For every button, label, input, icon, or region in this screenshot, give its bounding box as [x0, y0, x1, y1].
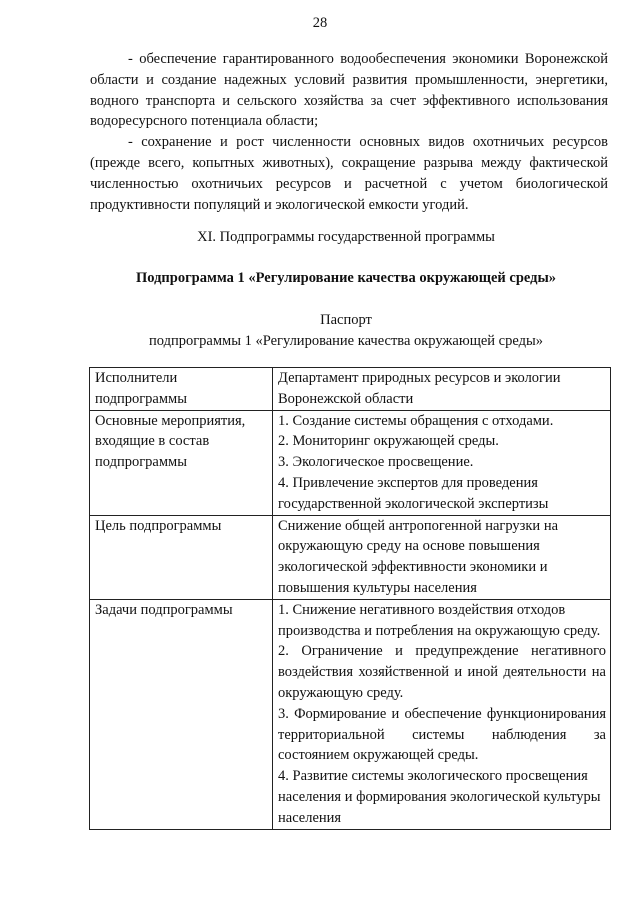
table-row — [90, 599, 611, 829]
value-item: Снижение общей антропогенной нагрузки на окружающую среду на основе повышения экологической эффективности экономики и повышения культуры населения — [278, 517, 559, 596]
row-value — [273, 515, 611, 599]
paragraph-water-supply: - обеспечение гарантированного водообеспечения экономики Воронежской области и создание надежных условий развития промышленности, энергетики, водного транспорта и сельского хозяйства за счет эффективного использования водоресурсного потенциала области; — [90, 51, 608, 130]
row-value — [273, 599, 611, 829]
table-row — [90, 410, 611, 515]
passport-title: Паспорт — [320, 312, 372, 328]
page-number: 28 — [312, 15, 328, 31]
value-item: 2. Ограничение и предупреждение негативного воздействия хозяйственной и иной деятельности на окружающую среду. — [278, 643, 606, 701]
subprogram-title: Подпрограмма 1 «Регулирование качества окружающей среды» — [135, 270, 557, 286]
value-item: 4. Развитие системы экологического просвещения населения и формирования экологической культуры населения — [278, 768, 601, 826]
value-item: Департамент природных ресурсов и экологии Воронежской области — [278, 370, 561, 407]
row-value — [273, 368, 611, 411]
row-label: Основные мероприятия, входящие в состав подпрограммы — [90, 410, 273, 515]
row-value — [273, 410, 611, 515]
row-label: Задачи подпрограммы — [90, 599, 273, 829]
value-item: 2. Мониторинг окружающей среды. — [278, 433, 499, 450]
section-heading: XI. Подпрограммы государственной программы — [197, 229, 495, 245]
paragraph-hunting-resources: - сохранение и рост численности основных видов охотничьих ресурсов (прежде всего, копытных животных), сокращение разрыва между фактической численностью охотничьих ресурсов и расчетной с учетом биологической продуктивности популяций и экологической емкости угодий. — [90, 134, 608, 213]
value-item: 1. Снижение негативного воздействия отходов производства и потребления на окружающую среду. — [278, 601, 601, 639]
passport-subtitle: подпрограммы 1 «Регулирование качества окружающей среды» — [149, 333, 543, 349]
body-text — [90, 49, 608, 215]
value-item: 1. Создание системы обращения с отходами. — [278, 412, 554, 429]
value-item: 4. Привлечение экспертов для проведения государственной экологической экспертизы — [278, 474, 549, 512]
value-item: 3. Экологическое просвещение. — [278, 454, 474, 471]
table-row — [90, 515, 611, 599]
passport-table — [89, 367, 611, 830]
value-item: 3. Формирование и обеспечение функционирования территориальной системы наблюдения за состоянием окружающей среды. — [278, 705, 606, 764]
row-label: Исполнители подпрограммы — [90, 368, 273, 411]
row-label: Цель подпрограммы — [90, 515, 273, 599]
table-row — [90, 368, 611, 411]
